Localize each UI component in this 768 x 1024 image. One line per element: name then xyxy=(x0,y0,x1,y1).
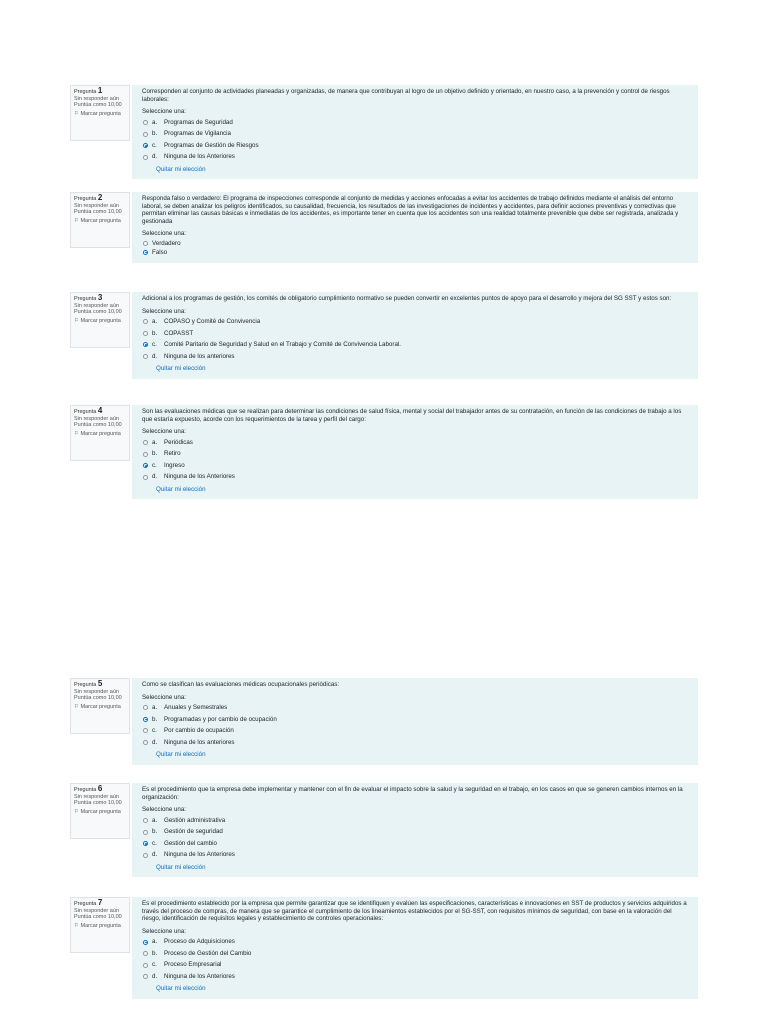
question-content xyxy=(132,678,698,765)
clear-choice-link[interactable]: Quitar mi elección xyxy=(156,165,206,173)
radio-button[interactable] xyxy=(143,132,148,137)
question-status: Sin responder aún xyxy=(74,793,119,800)
question-text: Es el procedimiento que la empresa debe implementar y mantener con el fin de evaluar el impacto sobre la salud y la seguridad en el trabajo, en los casos en que se generen cambios internos en la organización: xyxy=(142,786,683,801)
question-status: Sin responder aún xyxy=(74,415,119,422)
question-content xyxy=(132,897,698,999)
flag-icon: ⚐ xyxy=(74,430,79,437)
radio-button[interactable] xyxy=(143,940,148,945)
option-letter: c. xyxy=(152,341,157,349)
flag-question-link[interactable]: ⚐ Marcar pregunta xyxy=(74,808,121,815)
question-text: Como se clasifican las evaluaciones médicas ocupacionales periódicas: xyxy=(142,681,340,688)
option-label: Comité Paritario de Seguridad y Salud en el Trabajo y Comité de Convivencia Laboral. xyxy=(164,341,401,349)
select-prompt: Seleccione una: xyxy=(142,230,187,238)
option-letter: b. xyxy=(152,450,158,458)
option-letter: a. xyxy=(152,938,158,946)
question-mark: Puntúa como 10,00 xyxy=(74,102,122,108)
option-letter: c. xyxy=(152,461,157,469)
select-prompt: Seleccione una: xyxy=(142,806,187,814)
option-label: Proceso de Gestión del Cambio xyxy=(164,949,252,957)
radio-button[interactable] xyxy=(143,452,148,457)
option-letter: b. xyxy=(152,828,158,836)
question-text: Es el procedimiento establecido por la empresa que permite garantizar que se identifiquen y evalúen las especificaciones, características e innovaciones en SST de productos y servicios adquiridos a través del proceso de compras, de manera que se garantice el cumplimiento de los lineamientos establecidos por el SG-SST, con requisitos mínimos de seguridad, con base en la valoración del riesgo, identificación de requisitos legales y establecimiento de controles operacionales: xyxy=(142,900,687,923)
radio-button[interactable] xyxy=(143,120,148,125)
question-status: Sin responder aún xyxy=(74,688,119,695)
clear-choice-link[interactable]: Quitar mi elección xyxy=(156,365,206,373)
clear-choice-link[interactable]: Quitar mi elección xyxy=(156,485,206,493)
option-label: COPASO y Comité de Convivencia xyxy=(164,318,261,326)
flag-question-link[interactable]: ⚐ Marcar pregunta xyxy=(74,317,121,324)
radio-button[interactable] xyxy=(143,818,148,823)
option-letter: a. xyxy=(152,816,158,824)
answer-option[interactable] xyxy=(142,239,688,248)
select-prompt: Seleccione una: xyxy=(142,428,187,436)
answer-option[interactable] xyxy=(142,826,688,838)
answer-option[interactable] xyxy=(142,737,688,749)
radio-button[interactable] xyxy=(143,475,148,480)
question-status: Sin responder aún xyxy=(74,202,119,209)
option-label: Ninguna de los Anteriores xyxy=(164,153,235,161)
option-letter: a. xyxy=(152,118,158,126)
option-letter: b. xyxy=(152,130,158,138)
option-letter: d. xyxy=(152,851,158,859)
answer-option[interactable] xyxy=(142,815,688,827)
radio-button[interactable] xyxy=(143,740,148,745)
question-7 xyxy=(70,897,698,993)
answer-option[interactable] xyxy=(142,248,688,257)
question-mark: Puntúa como 10,00 xyxy=(74,914,122,920)
option-label: Ninguna de los anteriores xyxy=(164,738,235,746)
option-label: Programas de Gestión de Riesgos xyxy=(164,141,259,149)
radio-button[interactable] xyxy=(143,331,148,336)
question-text: Corresponden al conjunto de actividades planeadas y organizadas, de manera que contribuyan al logro de un objetivo definido y orientado, en nuestro caso, a la prevención y control de riesgos laborales: xyxy=(142,88,670,103)
radio-button[interactable] xyxy=(143,841,148,846)
option-letter: d. xyxy=(152,972,158,980)
option-label: Anuales y Semestrales xyxy=(164,704,228,712)
question-3 xyxy=(70,292,698,373)
option-label: Gestión administrativa xyxy=(164,816,226,824)
clear-choice-link[interactable]: Quitar mi elección xyxy=(156,751,206,759)
option-label: Programadas y por cambio de ocupación xyxy=(164,715,277,723)
select-prompt: Seleccione una: xyxy=(142,693,187,701)
option-letter: b. xyxy=(152,329,158,337)
option-label: Programas de Seguridad xyxy=(164,118,233,126)
answer-option[interactable] xyxy=(142,316,688,328)
clear-choice-link[interactable]: Quitar mi elección xyxy=(156,985,206,993)
question-info xyxy=(70,897,130,953)
option-letter: b. xyxy=(152,949,158,957)
option-label: Retiro xyxy=(164,450,181,458)
flag-question-link[interactable]: ⚐ Marcar pregunta xyxy=(74,922,121,929)
radio-button[interactable] xyxy=(143,705,148,710)
answer-option[interactable] xyxy=(142,936,688,948)
option-label: Periódicas xyxy=(164,438,193,446)
radio-button[interactable] xyxy=(143,728,148,733)
clear-choice-link[interactable]: Quitar mi elección xyxy=(156,863,206,871)
option-label: Ninguna de los Anteriores xyxy=(164,473,235,481)
question-content xyxy=(132,405,698,499)
answer-option[interactable] xyxy=(142,339,688,351)
question-number: Pregunta 1 xyxy=(74,86,103,95)
question-content xyxy=(132,783,698,877)
question-number: Pregunta 7 xyxy=(74,898,103,907)
question-info xyxy=(70,85,130,141)
question-status: Sin responder aún xyxy=(74,302,119,309)
select-prompt: Seleccione una: xyxy=(142,307,187,315)
answer-option[interactable] xyxy=(142,971,688,983)
answer-option[interactable] xyxy=(142,460,688,472)
question-info xyxy=(70,678,130,734)
option-label: Por cambio de ocupación xyxy=(164,727,234,735)
question-status: Sin responder aún xyxy=(74,95,119,102)
question-mark: Puntúa como 10,00 xyxy=(74,209,122,215)
answer-option[interactable] xyxy=(142,351,688,363)
flag-icon: ⚐ xyxy=(74,110,79,117)
answer-option[interactable] xyxy=(142,725,688,737)
option-letter: d. xyxy=(152,473,158,481)
question-mark: Puntúa como 10,00 xyxy=(74,695,122,701)
flag-question-link[interactable]: ⚐ Marcar pregunta xyxy=(74,703,121,710)
option-label: Ninguna de los Anteriores xyxy=(164,972,235,980)
radio-button[interactable] xyxy=(143,853,148,858)
option-letter: b. xyxy=(152,715,158,723)
option-label: Gestión del cambio xyxy=(164,839,217,847)
radio-button[interactable] xyxy=(143,250,148,255)
question-mark: Puntúa como 10,00 xyxy=(74,422,122,428)
question-number: Pregunta 2 xyxy=(74,193,103,202)
question-2 xyxy=(70,192,698,256)
question-status: Sin responder aún xyxy=(74,907,119,914)
option-label: Ninguna de los anteriores xyxy=(164,352,235,360)
flag-icon: ⚐ xyxy=(74,217,79,224)
option-letter: a. xyxy=(152,318,158,326)
flag-icon: ⚐ xyxy=(74,808,79,815)
radio-button[interactable] xyxy=(143,974,148,979)
question-text: Responda falso o verdadero: El programa de inspecciones corresponde al conjunto de medidas y acciones enfocadas a evitar los accidentes de trabajo definidos mediante el análisis del entorno laboral, se deben analizar los peligros identificados, su causalidad, frecuencia, los resultados de las investigaciones de incidentes y accidentes, para definir acciones preventivas y correctivas que permitan eliminar las causas básicas e inmediatas de los accidentes, es importante tener en cuenta que los accidentes son una realidad totalmente prevenible que debe ser registrada, analizada y gestionada xyxy=(142,195,679,225)
option-letter: d. xyxy=(152,738,158,746)
answer-option[interactable] xyxy=(142,838,688,850)
radio-button[interactable] xyxy=(143,717,148,722)
flag-icon: ⚐ xyxy=(74,317,79,324)
option-letter: c. xyxy=(152,727,157,735)
option-label: Gestión de seguridad xyxy=(164,828,223,836)
answer-option[interactable] xyxy=(142,959,688,971)
flag-icon: ⚐ xyxy=(74,922,79,929)
question-info xyxy=(70,292,130,348)
option-label: Verdadero xyxy=(152,239,181,247)
option-letter: c. xyxy=(152,839,157,847)
option-label: Proceso de Adquisiciones xyxy=(164,938,235,946)
option-letter: c. xyxy=(152,141,157,149)
answer-option[interactable] xyxy=(142,448,688,460)
radio-button[interactable] xyxy=(143,463,148,468)
question-text: Son las evaluaciones médicas que se realizan para determinar las condiciones de salud física, mental y social del trabajador antes de su contratación, en función de las condiciones de trabajo a los que estaría expuesto, acorde con los requerimientos de la tarea y perfil del cargo: xyxy=(142,408,682,423)
question-text: Adicional a los programas de gestión, los comités de obligatorio cumplimiento normativo se pueden convertir en excelentes puntos de apoyo para el desarrollo y mejora del SG SST y estos son: xyxy=(142,295,672,302)
answer-option[interactable] xyxy=(142,714,688,726)
radio-button[interactable] xyxy=(143,963,148,968)
question-5 xyxy=(70,678,698,759)
select-prompt: Seleccione una: xyxy=(142,927,187,935)
question-4 xyxy=(70,405,698,493)
option-label: Falso xyxy=(152,248,168,256)
question-mark: Puntúa como 10,00 xyxy=(74,800,122,806)
answer-option[interactable] xyxy=(142,948,688,960)
answer-option[interactable] xyxy=(142,328,688,340)
radio-button[interactable] xyxy=(143,342,148,347)
option-label: Ninguna de los Anteriores xyxy=(164,851,235,859)
question-info xyxy=(70,192,130,248)
option-label: COPASST xyxy=(164,329,194,337)
option-letter: c. xyxy=(152,961,157,969)
radio-button[interactable] xyxy=(143,155,148,160)
answer-option[interactable] xyxy=(142,849,688,861)
flag-question-link[interactable]: ⚐ Marcar pregunta xyxy=(74,430,121,437)
radio-button[interactable] xyxy=(143,241,148,246)
flag-question-link[interactable]: ⚐ Marcar pregunta xyxy=(74,217,121,224)
answer-option[interactable] xyxy=(142,128,688,140)
option-letter: d. xyxy=(152,153,158,161)
answer-option[interactable] xyxy=(142,702,688,714)
option-label: Proceso Empresarial xyxy=(164,961,222,969)
radio-button[interactable] xyxy=(143,319,148,324)
flag-question-link[interactable]: ⚐ Marcar pregunta xyxy=(74,110,121,117)
option-letter: a. xyxy=(152,704,158,712)
question-content xyxy=(132,85,698,179)
answer-option[interactable] xyxy=(142,117,688,129)
answer-option[interactable] xyxy=(142,151,688,163)
question-6 xyxy=(70,783,698,871)
radio-button[interactable] xyxy=(143,440,148,445)
radio-button[interactable] xyxy=(143,143,148,148)
question-content xyxy=(132,192,698,263)
radio-button[interactable] xyxy=(143,354,148,359)
radio-button[interactable] xyxy=(143,951,148,956)
flag-icon: ⚐ xyxy=(74,703,79,710)
option-label: Programas de Vigilancia xyxy=(164,130,231,138)
radio-button[interactable] xyxy=(143,830,148,835)
question-content xyxy=(132,292,698,379)
answer-option[interactable] xyxy=(142,437,688,449)
question-number: Pregunta 6 xyxy=(74,784,103,793)
question-number: Pregunta 4 xyxy=(74,406,103,415)
question-info xyxy=(70,783,130,839)
answer-option[interactable] xyxy=(142,140,688,152)
answer-option[interactable] xyxy=(142,471,688,483)
option-letter: a. xyxy=(152,438,158,446)
question-number: Pregunta 5 xyxy=(74,679,103,688)
question-mark: Puntúa como 10,00 xyxy=(74,309,122,315)
select-prompt: Seleccione una: xyxy=(142,108,187,116)
option-label: Ingreso xyxy=(164,461,185,469)
question-info xyxy=(70,405,130,461)
question-number: Pregunta 3 xyxy=(74,293,103,302)
question-1 xyxy=(70,85,698,173)
option-letter: d. xyxy=(152,352,158,360)
